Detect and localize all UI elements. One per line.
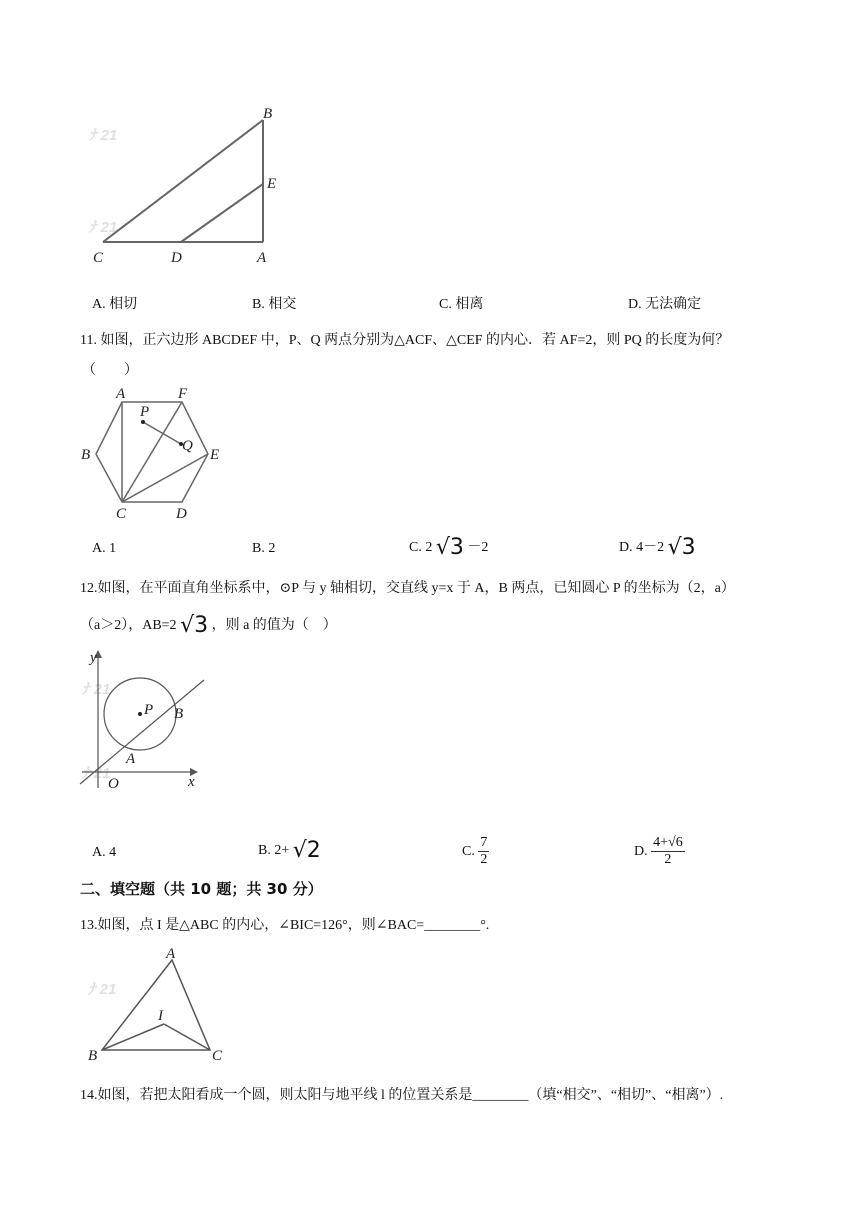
label-d: D [171,250,182,266]
q11-option-d-radical: √3 [667,535,696,560]
q12-option-c-numerator: 7 [480,835,488,851]
label-b: B [81,447,91,463]
label-p: P [144,702,154,718]
segment-de [181,184,263,242]
label-f: F [178,386,188,402]
label-a: A [126,751,136,767]
q10-option-c: C. 相离 [439,297,484,312]
label-c: C [93,250,104,266]
label-y: y [90,650,97,666]
q10-option-b: B. 相交 [252,297,297,312]
q11-option-d-prefix: D. 4－2 [619,540,665,555]
svg-text:ﾅ 21: ﾅ 21 [89,219,118,236]
svg-text:ﾅ 21: ﾅ 21 [82,765,111,782]
q12-option-d [634,818,685,868]
watermark-logo [81,681,110,782]
q12-stem-radical: √3 [180,613,209,638]
segment-fc [122,402,182,502]
label-e: E [267,176,277,192]
label-c: C [212,1048,223,1064]
q12-option-d-numerator: 4+√6 [653,835,683,851]
q12-option-d-fraction [651,835,685,868]
label-o: O [108,776,119,792]
triangle-abc [102,960,210,1050]
label-b: B [263,106,273,122]
watermark-logo [88,127,117,236]
svg-text:ﾅ 21: ﾅ 21 [88,981,117,998]
q12-option-d-denominator: 2 [664,852,672,868]
label-d: D [176,506,187,522]
figure-q11-hexagon [78,384,228,520]
label-b: B [88,1048,98,1064]
label-b: B [174,706,184,722]
figure-q13-triangle [84,942,234,1064]
q11-answer-paren: （ ） [82,363,138,378]
q11-option-a: A. 1 [92,541,117,556]
q12-stem-suffix: ，则 a 的值为（ ） [211,618,337,633]
label-a: A [116,386,126,402]
label-q: Q [182,438,193,454]
q12-option-c-denominator: 2 [480,852,488,868]
q10-option-d: D. 无法确定 [628,297,702,312]
segment-pq [143,422,181,444]
q12-stem-line2 [80,613,337,638]
segment-cb [103,120,263,242]
q10-option-a: A. 相切 [92,297,138,312]
q14-stem: 14.如图，若把太阳看成一个圆，则太阳与地平线 l 的位置关系是________（填“相交”、“相切”、“相离”）. [80,1088,724,1103]
figure-q12-coordinate [78,648,210,796]
q11-option-b: B. 2 [252,541,276,556]
svg-text:ﾅ 21: ﾅ 21 [89,127,118,144]
label-e: E [210,447,220,463]
label-i: I [158,1008,163,1024]
q12-option-c-fraction [478,835,489,868]
section-title: 二、填空题（共 10 题；共 30 分） [80,880,323,898]
q12-option-b [258,838,321,863]
q12-option-b-prefix: B. 2+ [258,843,290,858]
q12-option-c [462,824,489,868]
q12-option-c-prefix: C. [462,844,475,859]
q12-stem-line1: 12.如图，在平面直角坐标系中，⊙P 与 y 轴相切，交直线 y=x 于 A，B 两点，已知圆心 P 的坐标为（2，a） [80,581,735,596]
q12-option-b-radical: √2 [292,838,321,863]
q13-stem: 13.如图，点 I 是△ABC 的内心，∠BIC=126°，则∠BAC=________°. [80,918,490,933]
q12-stem-prefix: （a＞2），AB=2 [80,618,177,633]
q11-option-c-suffix: －2 [467,540,489,555]
q11-option-c [409,535,488,560]
figure-q10-triangle [85,92,315,272]
label-x: x [188,774,195,790]
label-p: P [140,404,150,420]
svg-text:ﾅ 21: ﾅ 21 [82,681,111,698]
label-a: A [166,946,176,962]
q11-option-d [619,535,696,560]
watermark-logo [87,981,116,998]
point-p [138,712,142,716]
label-c: C [116,506,127,522]
q11-stem: 11. 如图，正六边形 ABCDEF 中，P、Q 两点分别为△ACF、△CEF 的内心．若 AF=2，则 PQ 的长度为何？ [80,333,730,348]
q11-option-c-radical: √3 [435,535,464,560]
label-a: A [257,250,267,266]
q12-option-d-prefix: D. [634,844,648,859]
point-p [141,420,145,424]
q11-option-c-prefix: C. 2 [409,540,433,555]
q12-option-a: A. 4 [92,845,117,860]
segment-ci [164,1024,210,1050]
